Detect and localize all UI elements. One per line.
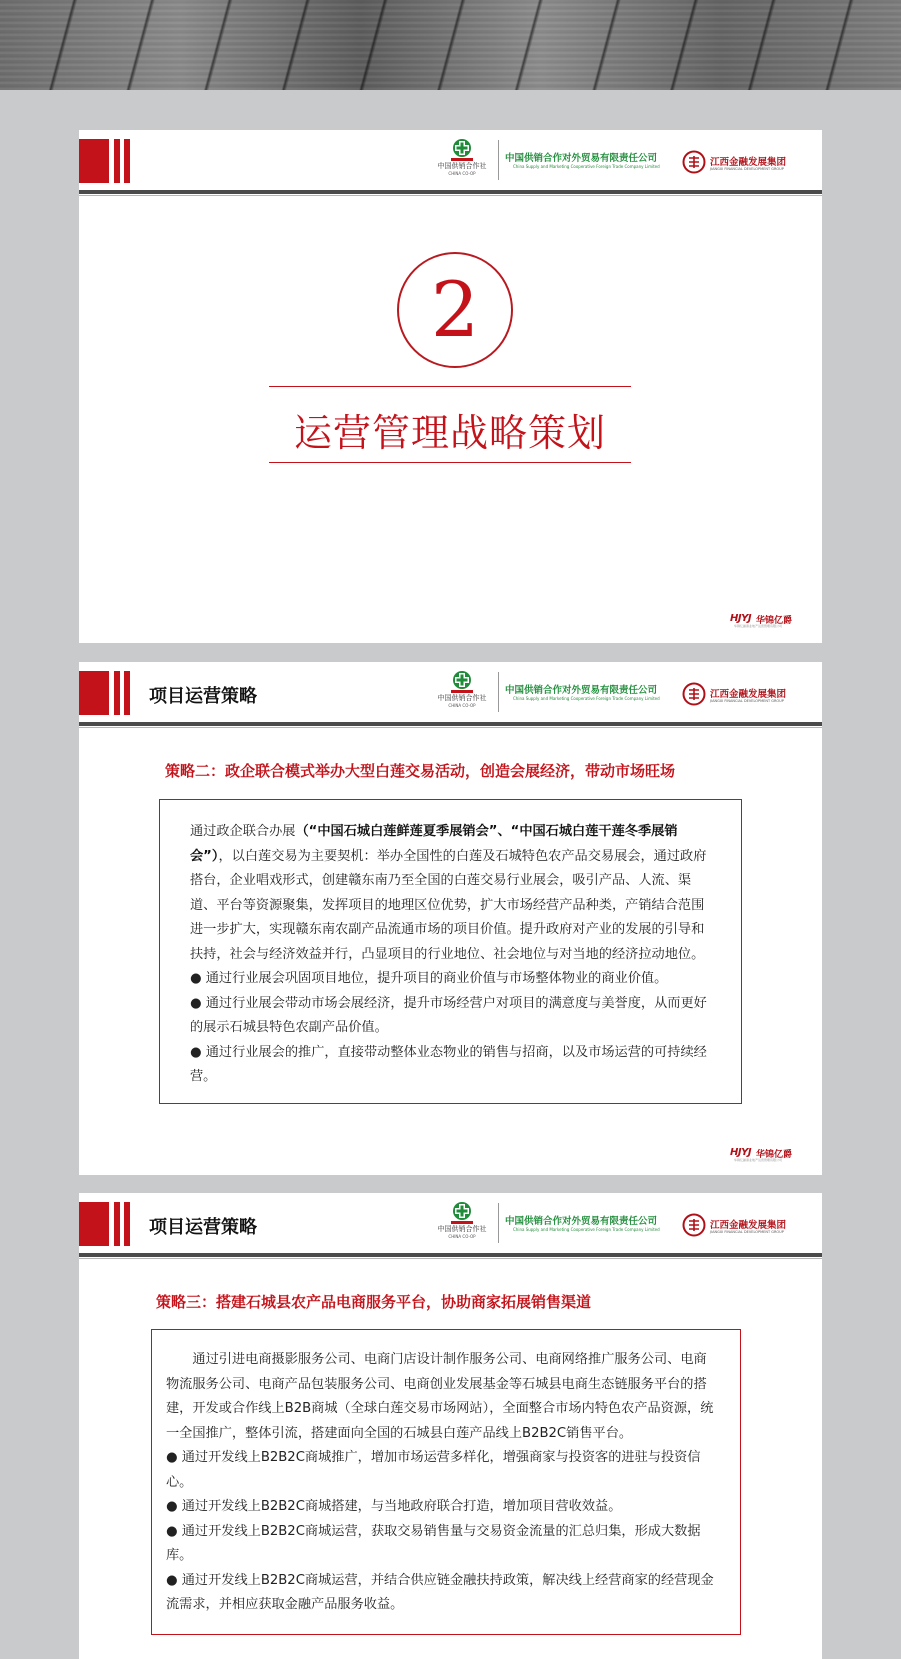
hyj-mark: HJYJ bbox=[730, 613, 752, 624]
slide-header bbox=[79, 662, 822, 726]
strategy-heading: 策略三：搭建石城县农产品电商服务平台，协助商家拓展销售渠道 bbox=[156, 1293, 592, 1311]
bullet-item: ● 通过行业展会的推广，直接带动整体业态物业的销售与招商，以及市场运营的可持续经营。 bbox=[190, 1044, 707, 1084]
coop-name-en: CHINA CO-OP bbox=[448, 703, 476, 708]
header-rule-light bbox=[79, 1258, 822, 1259]
hyj-name: 华锦亿爵 bbox=[756, 616, 793, 626]
slide-cover bbox=[79, 130, 822, 643]
coop-name: 中国供销合作社 bbox=[437, 694, 487, 702]
hyj-mark: HJYJ bbox=[730, 1147, 752, 1158]
slide-strategy-three bbox=[79, 1193, 822, 1659]
header-divider bbox=[498, 1203, 499, 1243]
jiangxi-emblem-icon bbox=[682, 1213, 706, 1237]
header-divider bbox=[498, 140, 499, 180]
company-name: 中国供销合作对外贸易有限责任公司 bbox=[505, 1216, 658, 1227]
header-title: 项目运营策略 bbox=[149, 686, 257, 707]
jiangxi-emblem-icon bbox=[682, 682, 706, 706]
bullet-item: ● 通过开发线上B2B2C商城搭建，与当地政府联合打造，增加项目营收效益。 bbox=[166, 1499, 622, 1514]
header-rule-dark bbox=[79, 190, 822, 194]
company-name-en: China Supply and Marketing Cooperative Foreign Trade Company Limited bbox=[513, 1227, 660, 1232]
slide-strategy-two bbox=[79, 662, 822, 1175]
header-title: 项目运营策略 bbox=[149, 1217, 257, 1238]
red-bars-decoration bbox=[79, 671, 135, 715]
hyj-footer-logo bbox=[730, 613, 792, 627]
strategy-intro bbox=[190, 820, 717, 967]
bullet-item: ● 通过开发线上B2B2C商城运营，并结合供应链金融扶持政策，解决线上经营商家的经营现金流需求，并相应获取金融产品服务收益。 bbox=[166, 1572, 714, 1612]
hyj-tagline: 华锦亿爵商业地产运营管理有限公司 bbox=[734, 624, 783, 628]
intro-exhibitions: （“中国石城白莲鲜莲夏季展销会”、“中国石城白莲干莲冬季展销会”） bbox=[190, 824, 678, 864]
jiangxi-name: 江西金融发展集团 bbox=[710, 157, 787, 168]
jiangxi-financial-logo bbox=[682, 1213, 787, 1241]
jiangxi-name-en: JIANGXI FINANCIAL DEVELOPMENT GROUP bbox=[710, 699, 784, 703]
slide-header bbox=[79, 130, 822, 194]
jiangxi-financial-logo bbox=[682, 150, 787, 178]
strategy-heading: 策略二：政企联合模式举办大型白莲交易活动，创造会展经济，带动市场旺场 bbox=[165, 762, 676, 780]
coop-name-en: CHINA CO-OP bbox=[448, 1234, 476, 1239]
slide-header bbox=[79, 1193, 822, 1257]
jiangxi-name-en: JIANGXI FINANCIAL DEVELOPMENT GROUP bbox=[710, 167, 784, 171]
china-coop-logo bbox=[431, 670, 493, 718]
coop-name-en: CHINA CO-OP bbox=[448, 171, 476, 176]
hyj-tagline: 华锦亿爵商业地产运营管理有限公司 bbox=[734, 1158, 783, 1162]
hyj-name: 华锦亿爵 bbox=[756, 1150, 793, 1160]
header-rule-light bbox=[79, 727, 822, 728]
jiangxi-name-en: JIANGXI FINANCIAL DEVELOPMENT GROUP bbox=[710, 1230, 784, 1234]
company-name: 中国供销合作对外贸易有限责任公司 bbox=[505, 685, 658, 696]
coop-name: 中国供销合作社 bbox=[437, 1225, 487, 1233]
wood-background bbox=[0, 0, 901, 90]
coop-emblem-icon bbox=[448, 138, 476, 162]
china-coop-logo bbox=[431, 1201, 493, 1249]
intro-prefix: 通过政企联合办展 bbox=[190, 824, 296, 839]
company-name-en: China Supply and Marketing Cooperative Foreign Trade Company Limited bbox=[513, 696, 660, 701]
intro-body: ，以白莲交易为主要契机：举办全国性的白莲及石城特色农产品交易展会，通过政府搭台，企业唱戏形式，创建赣东南乃至全国的白莲交易行业展会，吸引产品、人流、渠道、平台等资源聚集，发挥项目的地理区位优势，扩大市场经营产品种类，产销结合范围进一步扩大，实现赣东南农副产品流通市场的项目价值。提升政府对产业的发展的引导和扶持，社会与经济效益并行，凸显项目的行业地位、社会地位与对当地的经济拉动地位。 bbox=[190, 848, 707, 962]
jiangxi-name: 江西金融发展集团 bbox=[710, 1220, 787, 1231]
hyj-footer-logo bbox=[730, 1147, 792, 1161]
jiangxi-financial-logo bbox=[682, 682, 787, 710]
bullet-item: ● 通过开发线上B2B2C商城运营，获取交易销售量与交易资金流量的汇总归集，形成大数据库。 bbox=[166, 1523, 701, 1563]
coop-name: 中国供销合作社 bbox=[437, 162, 487, 170]
section-number: 2 bbox=[397, 252, 513, 368]
header-rule-dark bbox=[79, 722, 822, 726]
title-rule-top bbox=[269, 386, 631, 387]
jiangxi-emblem-icon bbox=[682, 150, 706, 174]
bullet-item: ● 通过行业展会带动市场会展经济，提升市场经营户对项目的满意度与美誉度，从而更好的展示石城县特色农副产品价值。 bbox=[190, 995, 707, 1035]
company-name-en: China Supply and Marketing Cooperative Foreign Trade Company Limited bbox=[513, 164, 660, 169]
strategy-content-box bbox=[151, 1329, 741, 1635]
header-rule-light bbox=[79, 195, 822, 196]
section-title: 运营管理战略策划 bbox=[293, 411, 606, 455]
title-rule-bottom bbox=[269, 462, 631, 463]
bullet-item: ● 通过行业展会巩固项目地位，提升项目的商业价值与市场整体物业的商业价值。 bbox=[190, 971, 668, 986]
strategy-content-box bbox=[159, 799, 742, 1104]
red-bars-decoration bbox=[79, 139, 135, 183]
header-divider bbox=[498, 672, 499, 712]
strategy-intro: 通过引进电商摄影服务公司、电商门店设计制作服务公司、电商网络推广服务公司、电商物流服务公司、电商产品包装服务公司、电商创业发展基金等石城县电商生态链服务平台的搭建，开发或合作线上B2B商城（全球白莲交易市场网站），全面整合市场内特色农产品资源，统一全国推广，整体引流，搭建面向全国的石城县白莲产品线上B2B2C销售平台。 bbox=[166, 1352, 714, 1441]
coop-emblem-icon bbox=[448, 670, 476, 694]
bullet-item: ● 通过开发线上B2B2C商城推广，增加市场运营多样化，增强商家与投资客的进驻与投资信心。 bbox=[166, 1450, 701, 1490]
china-coop-logo bbox=[431, 138, 493, 186]
company-name: 中国供销合作对外贸易有限责任公司 bbox=[505, 153, 658, 164]
jiangxi-name: 江西金融发展集团 bbox=[710, 689, 787, 700]
coop-emblem-icon bbox=[448, 1201, 476, 1225]
header-rule-dark bbox=[79, 1253, 822, 1257]
red-bars-decoration bbox=[79, 1202, 135, 1246]
